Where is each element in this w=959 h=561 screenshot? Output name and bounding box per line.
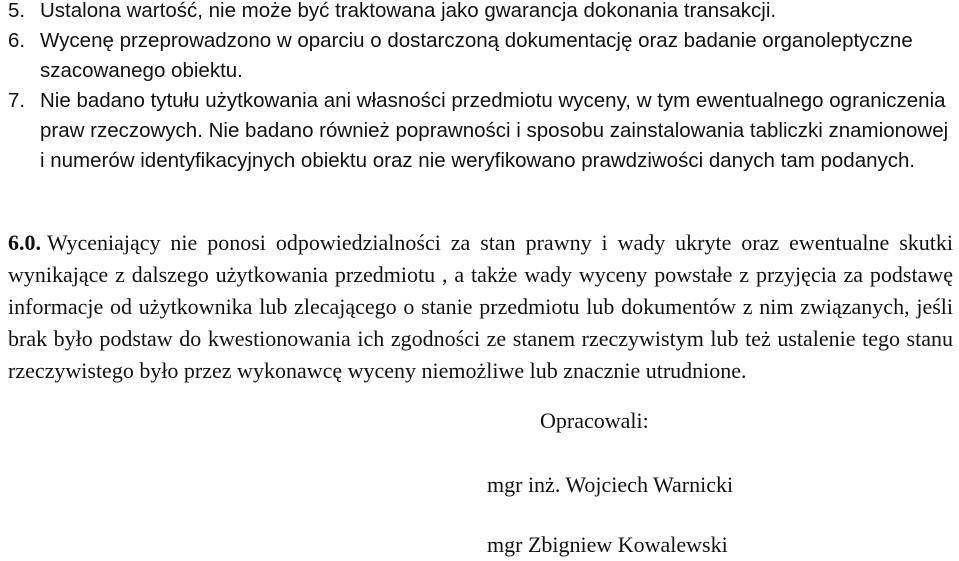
list-item [8,26,953,86]
list-item-number: 5. [8,0,26,22]
numbered-list [8,0,953,176]
list-item-number: 6. [8,29,26,52]
signatory-name: mgr inż. Wojciech Warnicki [487,472,734,497]
list-item-text: Ustalona wartość, nie może być traktowana jako gwarancja dokonania transakcji. [40,0,777,22]
list-item [8,86,953,176]
list-item [8,0,953,26]
disclaimer-section [8,227,953,387]
list-item-number: 7. [8,89,26,112]
list-item-text: Wycenę przeprowadzono w oparciu o dostarczoną dokumentację oraz badanie organoleptyczne szacowanego obiektu. [40,29,913,82]
list-item-text: Nie badano tytułu użytkowania ani własności przedmiotu wyceny, w tym ewentualnego ograniczenia praw rzeczowych. Nie badano również poprawności i sposobu zainstalowania tabliczki znamionowej i numerów identyfikacyjnych obiektu oraz nie weryfikowano prawdziwości danych tam podanych. [40,89,949,172]
signature-heading: Opracowali: [540,408,649,433]
section-number: 6.0. [8,230,41,255]
signatory-name: mgr Zbigniew Kowalewski [487,532,728,557]
section-text: Wyceniający nie ponosi odpowiedzialności za stan prawny i wady ukryte oraz ewentualne skutki wynikające z dalszego użytkowania przedmiotu , a także wady wyceny powstałe z przyjęcia za podstawę informacje od użytkownika lub zlecającego o stanie przedmiotu lub dokumentów z nim związanych, jeśli brak było podstaw do kwestionowania ich zgodności ze stanem rzeczywistym lub też ustalenie tego stanu rzeczywistego było przez wykonawcę wyceny niemożliwe lub znacznie utrudnione. [8,230,953,383]
